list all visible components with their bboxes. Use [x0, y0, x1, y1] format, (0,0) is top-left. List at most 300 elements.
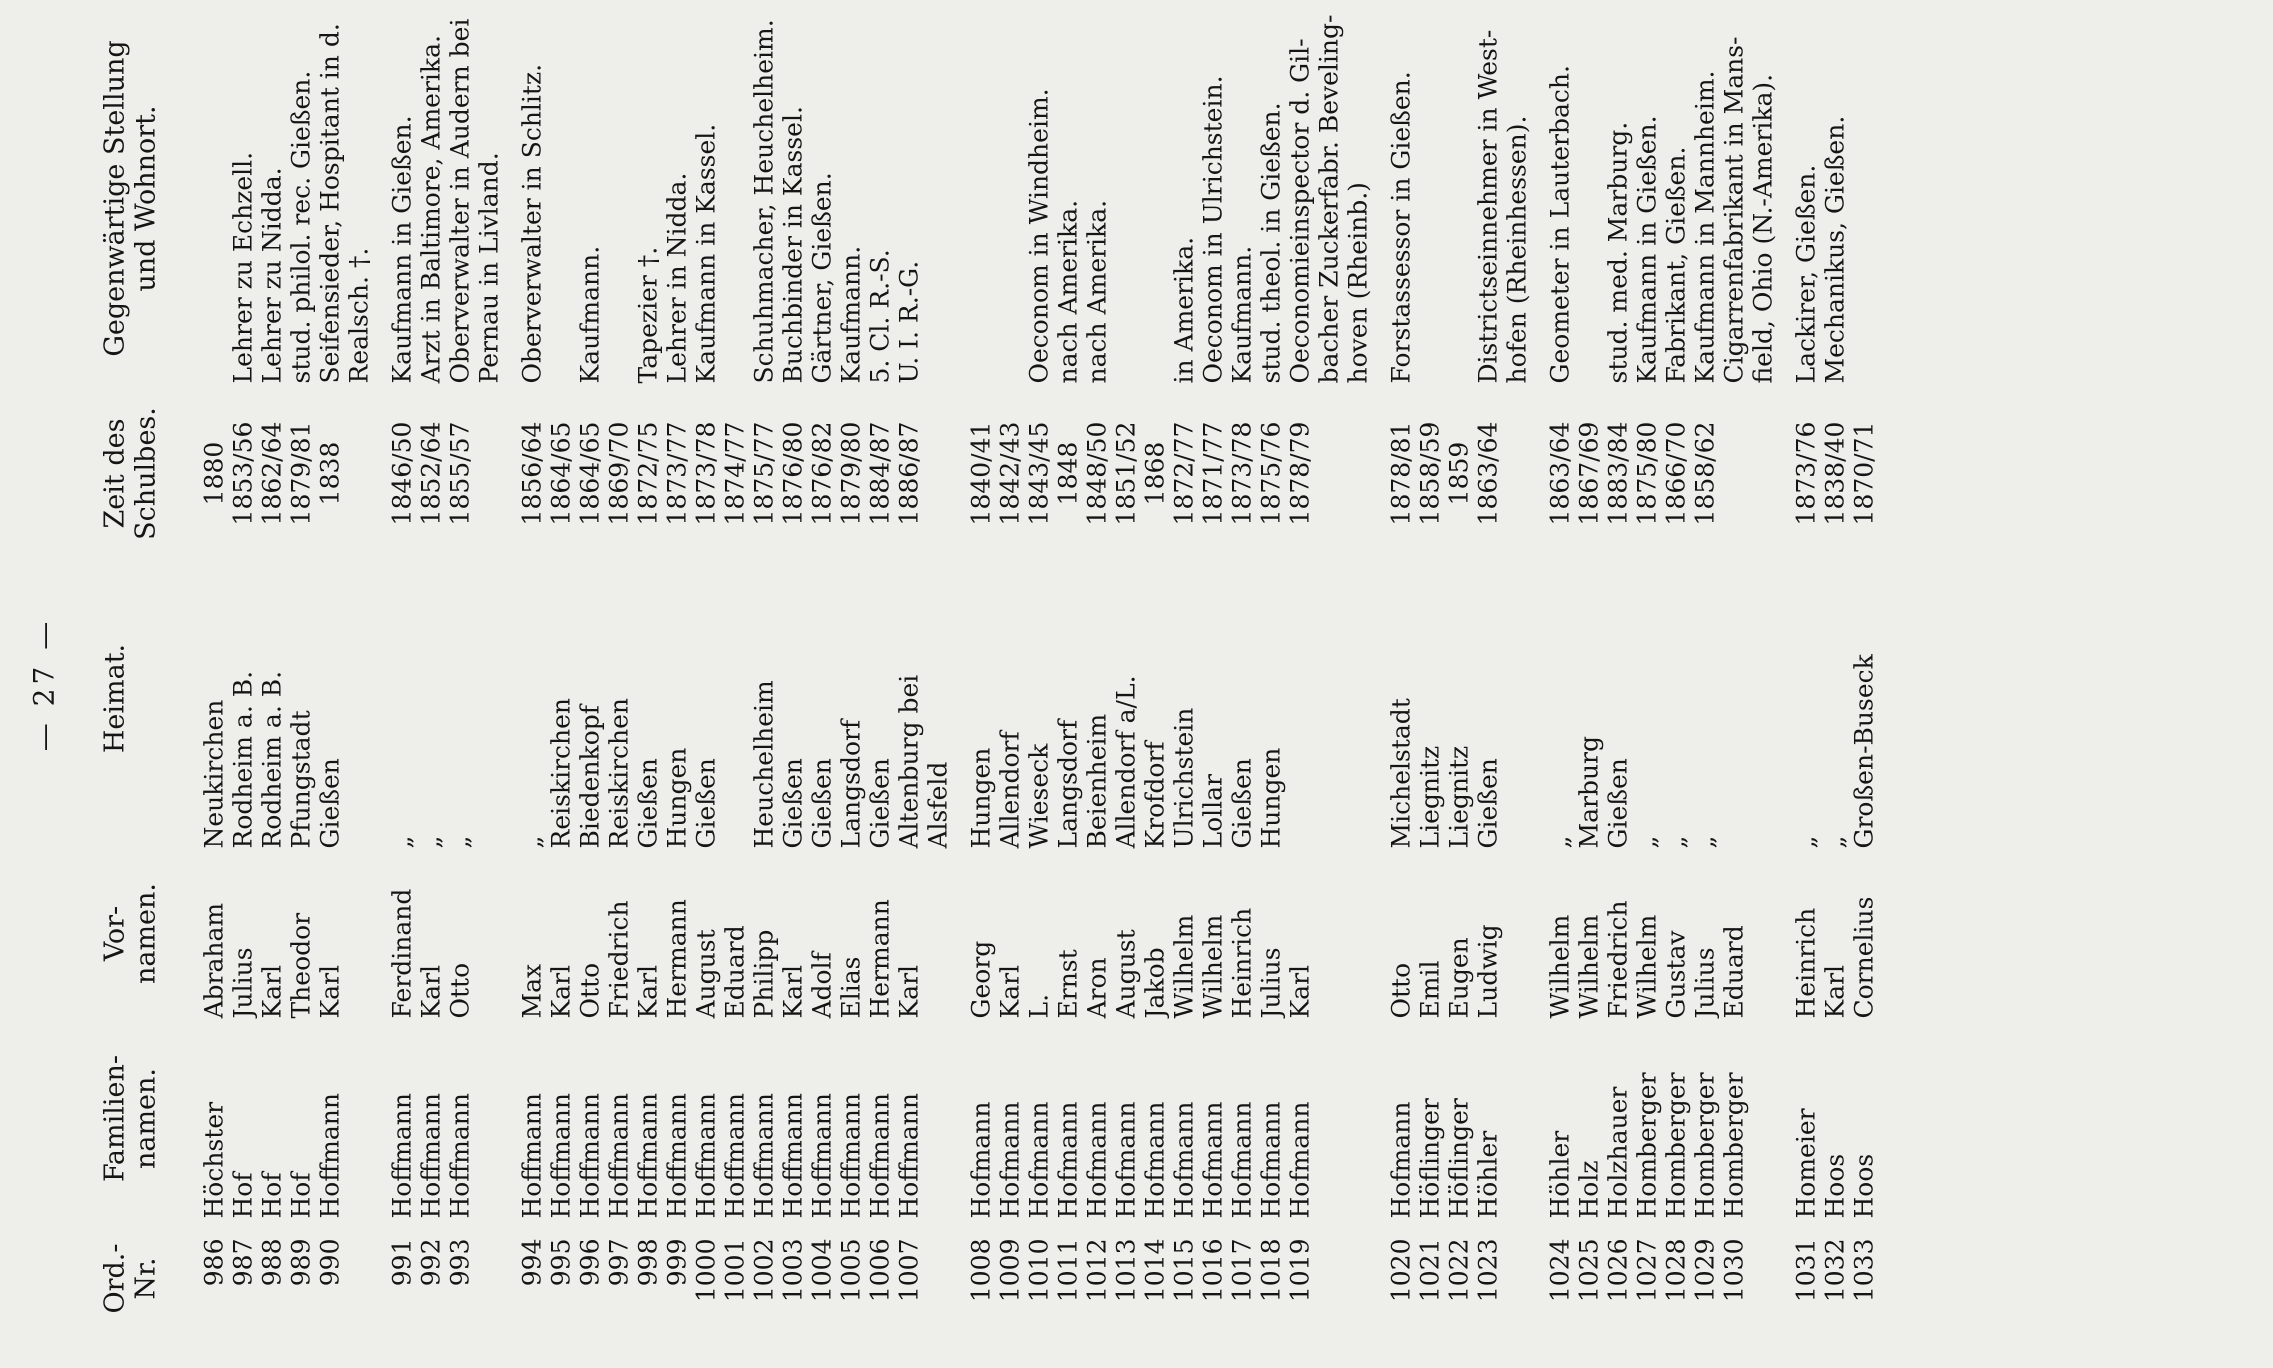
header-family-text: Familien- namen.	[99, 1055, 162, 1182]
table-row	[750, 1, 779, 1368]
row-number: 988	[257, 1238, 287, 1287]
home-town: „	[1820, 835, 1850, 849]
school-years: 1852/64	[416, 421, 446, 526]
home-town: Gießen	[865, 758, 895, 849]
current-position: in Amerika.	[1169, 236, 1199, 384]
table-row	[287, 1, 316, 1368]
family-name: Hofmann	[1285, 1101, 1315, 1219]
home-town: „	[1690, 835, 1720, 849]
row-number: 990	[315, 1238, 345, 1287]
current-position: Fabrikant, Gießen.	[1661, 146, 1691, 384]
school-years: 1855/57	[445, 421, 475, 526]
header-given	[100, 849, 162, 1019]
given-name: Hermann	[865, 899, 895, 1019]
row-number: 987	[228, 1238, 258, 1287]
row-number: 1015	[1169, 1238, 1199, 1303]
table-row	[605, 1, 634, 1368]
family-name: Hofmann	[1169, 1101, 1199, 1219]
given-name: Ludwig	[1473, 924, 1503, 1019]
header-nr	[100, 1229, 162, 1329]
family-name: Hoffmann	[720, 1093, 750, 1219]
table-row	[446, 1, 475, 1368]
row-number: 994	[517, 1238, 547, 1287]
row-number: 1017	[1227, 1238, 1257, 1303]
school-years: 1863/64	[1473, 421, 1503, 526]
school-years: 1866/70	[1661, 421, 1691, 526]
school-years: 1873/78	[691, 421, 721, 526]
row-number: 1009	[995, 1238, 1025, 1303]
current-position: Oeconomieinspector d. Gil-	[1285, 38, 1315, 384]
current-position: Oeconom in Windheim.	[1024, 88, 1054, 384]
family-name: Hoffmann	[517, 1093, 547, 1219]
current-position: Seifensieder, Hospitant in d.	[315, 23, 345, 384]
row-number: 1024	[1545, 1238, 1575, 1303]
table-row	[866, 1, 895, 1368]
home-town: Reiskirchen	[546, 697, 576, 849]
row-number: 992	[416, 1238, 446, 1287]
family-name: Hoffmann	[575, 1093, 605, 1219]
current-position: stud. philol. rec. Gießen.	[286, 70, 316, 384]
table-row	[1850, 1, 1879, 1368]
family-name: Hof	[228, 1172, 258, 1219]
home-town: Pfungstadt	[286, 710, 316, 849]
given-name: Karl	[416, 964, 446, 1019]
school-years: 1840/41	[966, 421, 996, 526]
family-name: Hoffmann	[445, 1093, 475, 1219]
school-years: 1879/81	[286, 421, 316, 526]
school-years: 1867/69	[1574, 421, 1604, 526]
home-town: Hungen	[966, 747, 996, 849]
table-row	[1662, 1, 1691, 1368]
home-town: Gießen	[1603, 758, 1633, 849]
given-name: Karl	[995, 964, 1025, 1019]
school-years: 1873/78	[1227, 421, 1257, 526]
family-name: Holz	[1574, 1160, 1604, 1219]
home-town: Krofdorf	[1140, 741, 1170, 849]
school-years: 1838/40	[1820, 421, 1850, 526]
family-name: Hofmann	[1386, 1101, 1416, 1219]
given-name: Ernst	[1053, 949, 1083, 1019]
family-name: Hoffmann	[778, 1093, 808, 1219]
table-row	[1720, 1, 1749, 1368]
table-row	[1025, 1, 1054, 1368]
row-number: 1005	[836, 1238, 866, 1303]
school-years: 1876/80	[778, 421, 808, 526]
home-town: Gießen	[1227, 758, 1257, 849]
family-name: Höflinger	[1444, 1098, 1474, 1219]
home-town: „	[387, 835, 417, 849]
current-position: Kaufmann in Gießen.	[387, 115, 417, 384]
row-number: 991	[387, 1238, 417, 1287]
table-row	[1315, 1, 1344, 1368]
home-town: „	[445, 835, 475, 849]
home-town: Gießen	[691, 758, 721, 849]
table-row	[779, 1, 808, 1368]
family-name: Hoffmann	[749, 1093, 779, 1219]
row-number: 1008	[966, 1238, 996, 1303]
family-name: Hoffmann	[894, 1093, 924, 1219]
current-position: Districtseinnehmer in West-	[1473, 29, 1503, 384]
family-name: Hoos	[1820, 1153, 1850, 1219]
family-name: Hofmann	[966, 1101, 996, 1219]
table-row	[388, 1, 417, 1368]
row-number: 993	[445, 1238, 475, 1287]
school-years: 1880	[199, 441, 229, 506]
current-position: Kaufmann in Mannheim.	[1690, 70, 1720, 384]
row-number: 1006	[865, 1238, 895, 1303]
school-years: 1875/77	[749, 421, 779, 526]
home-town: Gießen	[1473, 758, 1503, 849]
row-number: 995	[546, 1238, 576, 1287]
given-name: Emil	[1415, 960, 1445, 1019]
table-row	[1633, 1, 1662, 1368]
current-position: Kaufmann in Kassel.	[691, 123, 721, 384]
row-number: 996	[575, 1238, 605, 1287]
given-name: Karl	[894, 964, 924, 1019]
school-years: 1869/70	[604, 421, 634, 526]
school-years: 1859	[1444, 441, 1474, 506]
current-position: Lehrer zu Echzell.	[228, 151, 258, 384]
given-name: Theodor	[286, 912, 316, 1019]
home-town: Allendorf	[995, 731, 1025, 849]
school-years: 1875/80	[1632, 421, 1662, 526]
current-position: Lehrer zu Nidda.	[257, 167, 287, 384]
school-years: 1838	[315, 441, 345, 506]
table-row	[1228, 1, 1257, 1368]
row-number: 997	[604, 1238, 634, 1287]
row-number: 1026	[1603, 1238, 1633, 1303]
given-name: Otto	[1386, 962, 1416, 1019]
row-number: 1029	[1690, 1238, 1720, 1303]
current-position: stud. theol. in Gießen.	[1256, 102, 1286, 384]
school-years: 1873/76	[1791, 421, 1821, 526]
row-number: 1020	[1386, 1238, 1416, 1303]
current-position: Kaufmann.	[836, 245, 866, 384]
table-row	[1604, 1, 1633, 1368]
family-name: Homeier	[1791, 1108, 1821, 1219]
school-years: 1864/65	[575, 421, 605, 526]
row-number: 1022	[1444, 1238, 1474, 1303]
home-town: Neukirchen	[199, 699, 229, 849]
row-number: 1016	[1198, 1238, 1228, 1303]
row-number: 986	[199, 1238, 229, 1287]
table-row	[895, 1, 924, 1368]
given-name: L.	[1024, 993, 1054, 1019]
given-name: Jakob	[1140, 947, 1170, 1019]
family-name: Hoffmann	[315, 1093, 345, 1219]
row-number: 1012	[1082, 1238, 1112, 1303]
home-town: Langsdorf	[836, 719, 866, 849]
given-name: Heinrich	[1791, 907, 1821, 1019]
row-number: 1004	[807, 1238, 837, 1303]
home-town: Hungen	[1256, 747, 1286, 849]
table-row	[1503, 1, 1532, 1368]
given-name: Karl	[546, 964, 576, 1019]
row-number: 1023	[1473, 1238, 1503, 1303]
current-position: field, Ohio (N.-Amerika).	[1748, 73, 1778, 384]
family-name: Hofmann	[995, 1101, 1025, 1219]
row-number: 1007	[894, 1238, 924, 1303]
current-position: stud. med. Marburg.	[1603, 121, 1633, 384]
home-town: Großen-Buseck	[1849, 654, 1879, 849]
table-row	[229, 1, 258, 1368]
current-position: Realsch. †.	[344, 247, 374, 384]
school-years: 1863/64	[1545, 421, 1575, 526]
home-town: Liegnitz	[1444, 745, 1474, 849]
header-given-text: Vor- namen.	[99, 882, 162, 985]
home-town: „	[517, 835, 547, 849]
home-town: Reiskirchen	[604, 697, 634, 849]
school-years: 1856/64	[517, 421, 547, 526]
given-name: Karl	[1820, 964, 1850, 1019]
table-row	[547, 1, 576, 1368]
current-position: hoven (Rheinb.)	[1343, 182, 1373, 384]
header-home	[100, 549, 131, 849]
table-row	[345, 1, 374, 1368]
current-position: bacher Zuckerfabr. Beveling-	[1314, 14, 1344, 384]
table-row	[996, 1, 1025, 1368]
table-row	[1257, 1, 1286, 1368]
row-number: 1014	[1140, 1238, 1170, 1303]
family-name: Hoffmann	[604, 1093, 634, 1219]
current-position: Pernau in Livland.	[474, 152, 504, 384]
current-position: Buchbinder in Kassel.	[778, 106, 808, 384]
family-name: Hoffmann	[416, 1093, 446, 1219]
table-row	[1749, 1, 1778, 1368]
family-name: Hofmann	[1140, 1101, 1170, 1219]
given-name: Karl	[257, 964, 287, 1019]
given-name: August	[691, 929, 721, 1019]
home-town: Marburg	[1574, 735, 1604, 849]
row-number: 1001	[720, 1238, 750, 1303]
given-name: Ferdinand	[387, 888, 417, 1019]
school-years: 1878/79	[1285, 421, 1315, 526]
table-row	[1792, 1, 1821, 1368]
header-family	[100, 1019, 162, 1219]
row-number: 1010	[1024, 1238, 1054, 1303]
given-name: Otto	[445, 962, 475, 1019]
school-years: 1846/50	[387, 421, 417, 526]
given-name: Abraham	[199, 902, 229, 1019]
family-name: Homberger	[1690, 1072, 1720, 1219]
row-number: 1027	[1632, 1238, 1662, 1303]
family-name: Hofmann	[1256, 1101, 1286, 1219]
family-name: Homberger	[1632, 1072, 1662, 1219]
row-number: 1031	[1791, 1238, 1821, 1303]
school-years: 1883/84	[1603, 421, 1633, 526]
school-years: 1862/64	[257, 421, 287, 526]
family-name: Hofmann	[1082, 1101, 1112, 1219]
row-number: 1033	[1849, 1238, 1879, 1303]
home-town: Michelstadt	[1386, 698, 1416, 849]
header-position-text: Gegenwärtige Stellung und Wohnort.	[99, 40, 162, 357]
table-row	[1546, 1, 1575, 1368]
header-position	[100, 14, 162, 384]
family-name: Hofmann	[1024, 1101, 1054, 1219]
school-years: 1864/65	[546, 421, 576, 526]
family-name: Hofmann	[1111, 1101, 1141, 1219]
given-name: Wilhelm	[1545, 914, 1575, 1019]
row-number: 998	[633, 1238, 663, 1287]
current-position: nach Amerika.	[1053, 199, 1083, 384]
row-number: 1000	[691, 1238, 721, 1303]
home-town: „	[416, 835, 446, 849]
family-name: Hofmann	[1053, 1101, 1083, 1219]
school-years: 1873/77	[662, 421, 692, 526]
current-position: Lehrer in Nidda.	[662, 172, 692, 384]
row-number: 1032	[1820, 1238, 1850, 1303]
school-years: 1848/50	[1082, 421, 1112, 526]
family-name: Hoffmann	[691, 1093, 721, 1219]
current-position: Tapezier †.	[633, 246, 663, 384]
current-position: Kaufmann in Gießen.	[1632, 115, 1662, 384]
row-number: 1025	[1574, 1238, 1604, 1303]
home-town: „	[1545, 835, 1575, 849]
table-row	[576, 1, 605, 1368]
school-years: 1858/59	[1415, 421, 1445, 526]
current-position: Schuhmacher, Heuchelheim.	[749, 19, 779, 384]
table-row	[475, 1, 504, 1368]
school-years: 1858/62	[1690, 421, 1720, 526]
row-number: 989	[286, 1238, 316, 1287]
page-number: — 27 —	[27, 617, 61, 752]
home-town: „	[1632, 835, 1662, 849]
family-name: Höhler	[1473, 1130, 1503, 1219]
given-name: Wilhelm	[1169, 914, 1199, 1019]
family-name: Höchster	[199, 1101, 229, 1219]
row-number: 1021	[1415, 1238, 1445, 1303]
current-position: Oberverwalter in Schlitz.	[517, 63, 547, 384]
family-name: Hofmann	[1198, 1101, 1228, 1219]
table-row	[692, 1, 721, 1368]
given-name: Elias	[836, 956, 866, 1019]
table-row	[417, 1, 446, 1368]
family-name: Holzhauer	[1603, 1086, 1633, 1219]
family-name: Hoffmann	[836, 1093, 866, 1219]
family-name: Hoffmann	[546, 1093, 576, 1219]
current-position: Kaufmann.	[575, 245, 605, 384]
row-number: 1030	[1719, 1238, 1749, 1303]
current-position: Kaufmann.	[1227, 245, 1257, 384]
table-row	[967, 1, 996, 1368]
table-row	[924, 1, 953, 1368]
home-town: Gießen	[807, 758, 837, 849]
school-years: 1886/87	[894, 421, 924, 526]
table-row	[316, 1, 345, 1368]
row-number: 1013	[1111, 1238, 1141, 1303]
family-name: Homberger	[1719, 1072, 1749, 1219]
table-row	[634, 1, 663, 1368]
current-position: Lackirer, Gießen.	[1791, 164, 1821, 384]
given-name: Friedrich	[604, 900, 634, 1019]
current-position: U. I. R.-G.	[894, 260, 924, 384]
current-position: nach Amerika.	[1082, 199, 1112, 384]
given-name: Hermann	[662, 899, 692, 1019]
home-town: Biedenkopf	[575, 704, 605, 849]
given-name: Max	[517, 963, 547, 1019]
header-time-text: Zeit des Schulbes.	[99, 407, 162, 540]
school-years: 1870/71	[1849, 421, 1879, 526]
school-years: 1874/77	[720, 421, 750, 526]
school-years: 1851/52	[1111, 421, 1141, 526]
current-position: Oeconom in Ulrichstein.	[1198, 75, 1228, 384]
home-town: Wieseck	[1024, 743, 1054, 849]
school-years: 1872/77	[1169, 421, 1199, 526]
row-number: 1028	[1661, 1238, 1691, 1303]
current-position: Cigarrenfabrikant in Mans-	[1719, 36, 1749, 384]
table-row	[1054, 1, 1083, 1368]
given-name: August	[1111, 929, 1141, 1019]
school-years: 1884/87	[865, 421, 895, 526]
row-number: 1011	[1053, 1238, 1083, 1303]
current-position: 5. Cl. R.-S.	[865, 249, 895, 384]
given-name: Karl	[778, 964, 808, 1019]
row-number: 999	[662, 1238, 692, 1287]
current-position: Geometer in Lauterbach.	[1545, 65, 1575, 384]
family-name: Hoffmann	[387, 1093, 417, 1219]
home-town: Beienheim	[1082, 713, 1112, 849]
given-name: Adolf	[807, 952, 837, 1019]
table-row	[1083, 1, 1112, 1368]
home-town: Lollar	[1198, 774, 1228, 849]
header-nr-text: Ord.- Nr.	[99, 1243, 162, 1314]
home-town: Gießen	[633, 758, 663, 849]
given-name: Karl	[315, 964, 345, 1019]
current-position: Arzt in Baltimore, Amerika.	[416, 35, 446, 384]
table-row	[1691, 1, 1720, 1368]
table-row	[1821, 1, 1850, 1368]
row-number: 1019	[1285, 1238, 1315, 1303]
given-name: Karl	[633, 964, 663, 1019]
given-name: Eugen	[1444, 937, 1474, 1019]
given-name: Friedrich	[1603, 900, 1633, 1019]
home-town: Heuchelheim	[749, 680, 779, 849]
family-name: Hoffmann	[807, 1093, 837, 1219]
school-years: 1848	[1053, 441, 1083, 506]
given-name: Julius	[228, 947, 258, 1019]
given-name: Wilhelm	[1632, 914, 1662, 1019]
family-name: Hof	[286, 1172, 316, 1219]
current-position: Oberverwalter in Audern bei	[445, 18, 475, 384]
home-town: Altenburg bei	[894, 674, 924, 849]
given-name: Eduard	[1719, 925, 1749, 1019]
current-position: Forstassessor in Gießen.	[1386, 71, 1416, 384]
table-row	[1575, 1, 1604, 1368]
home-town: Gießen	[315, 758, 345, 849]
school-years: 1876/82	[807, 421, 837, 526]
given-name: Philipp	[749, 929, 779, 1019]
given-name: Julius	[1256, 947, 1286, 1019]
home-town: Hungen	[662, 747, 692, 849]
current-position: Mechanikus, Gießen.	[1820, 115, 1850, 384]
school-years: 1878/81	[1386, 421, 1416, 526]
family-name: Hof	[257, 1172, 287, 1219]
family-name: Homberger	[1661, 1072, 1691, 1219]
family-name: Hoffmann	[662, 1093, 692, 1219]
given-name: Cornelius	[1849, 896, 1879, 1019]
home-town: Liegnitz	[1415, 745, 1445, 849]
given-name: Gustav	[1661, 930, 1691, 1019]
table-row	[1387, 1, 1416, 1368]
home-town: Rodheim a. B.	[257, 670, 287, 849]
home-town: Langsdorf	[1053, 719, 1083, 849]
home-town: Alsfeld	[923, 761, 953, 849]
table-row	[1286, 1, 1315, 1368]
given-name: Karl	[1285, 964, 1315, 1019]
table-row	[1141, 1, 1170, 1368]
school-years: 1872/75	[633, 421, 663, 526]
table-row	[1344, 1, 1373, 1368]
